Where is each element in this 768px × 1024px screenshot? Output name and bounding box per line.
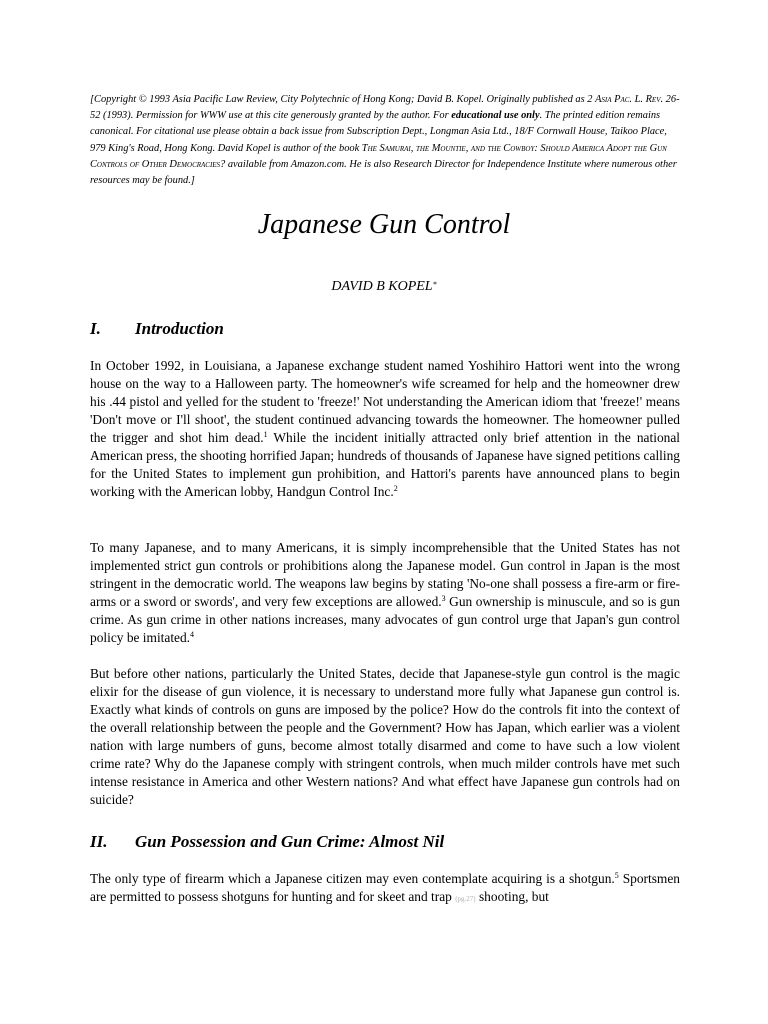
educational-use-label: educational use only [451,110,540,122]
section-heading-gun-possession [90,831,444,853]
page-marker: (pg.27) [455,895,476,903]
author-footnote-mark[interactable]: * [432,280,437,289]
page-title: Japanese Gun Control [257,209,511,240]
section-heading-introduction [90,318,224,340]
paragraph-1: In October 1992, in Louisiana, a Japanese exchange student named Yoshihiro Hattori went into the wrong house on the way to a Halloween party. The homeowner's wife screamed for help and the homeowner drew his .44 pistol and yelled for the student to 'freeze!' Not understanding the American idiom that 'freeze!' means 'Don't move or I'll shoot', the student continued advancing towards the homeowner. The homeowner pulled the trigger and shot him dead.$^1$ While the incident initially attracted only brief attention in the national American press, the shooting horrified Japan; hundreds of thousands of Japanese have signed petitions calling for the United States to implement gun prohibition, and Hattori's parents have announced plans to begin working with the American lobby, Handgun Control Inc.$^2$ [90,358,680,499]
section-number: I. [90,319,101,338]
author-name: DAVID B KOPEL [331,279,433,294]
footnote-ref[interactable]: 4 [190,630,195,639]
paragraph-4: The only type of firearm which a Japanese citizen may even contemplate acquiring is a shotgun.$^5$ Sportsmen are permitted to possess shotguns for hunting and for skeet and trap (pg.27) shooting, but [90,871,680,904]
book-title[interactable]: The Samurai, the Mountie, and the Cowboy: Should America Adopt the Gun Controls of Other Democracies? [90,142,667,170]
paragraph-2: To many Japanese, and to many Americans, it is simply incomprehensible that the United States has not implemented strict gun controls or prohibitions along the Japanese model. Gun control in Japan is the most stringent in the democratic world. The weapons law begins by stating 'No-one shall possess a fire-arm or fire-arms or a sword or swords', and very few exceptions are allowed.$^3$ Gun ownership is minuscule, and so is gun crime. As gun crime in other nations increases, many advocates of gun control urge that Japan's gun control policy be imitated.$^4$ [90,540,680,645]
footnote-ref[interactable]: 1 [263,430,268,439]
footnote-ref[interactable]: 2 [393,484,398,493]
journal-citation: Asia Pac. L. Rev. [595,94,664,105]
section-title: Gun Possession and Gun Crime: Almost Nil [135,832,445,851]
section-title: Introduction [135,319,224,338]
author-line [0,278,768,296]
footnote-ref[interactable]: 5 [614,871,619,880]
footnote-ref[interactable]: 3 [441,594,446,603]
section-number: II. [90,832,108,851]
copyright-note: [Copyright © 1993 Asia Pacific Law Review, City Polytechnic of Hong Kong; David B. Kopel. Originally published as 2 Asia Pac. L. Rev. 26-52 (1993). Permission for WWW use at this cite generously granted by the author. For educational use only. The printed edition remains canonical. For citational use please obtain a back issue from Subscription Dept., Longman Asia Ltd., 18/F Cornwall House, Taikoo Place, 979 King's Road, Hong Kong. David Kopel is author of the book The Samurai, the Mountie, and the Cowboy: Should America Adopt the Gun Controls of Other Democracies? available from Amazon.com. He is also Research Director for Independence Institute where numerous other resources may be found.] [90,94,680,187]
paragraph-3: But before other nations, particularly the United States, decide that Japanese-style gun control is the magic elixir for the disease of gun violence, it is necessary to understand more fully what Japanese gun control is. Exactly what kinds of controls on guns are imposed by the police? How do the controls fit into the context of the overall relationship between the people and the Government? How has Japan, which earlier was a violent nation with large numbers of guns, become almost totally disarmed and come to have such a low violent crime rate? Why do the Japanese comply with stringent controls, when much milder controls have met such intense resistance in America and other Western nations? And what effect have Japanese gun controls had on suicide? [90,666,680,807]
